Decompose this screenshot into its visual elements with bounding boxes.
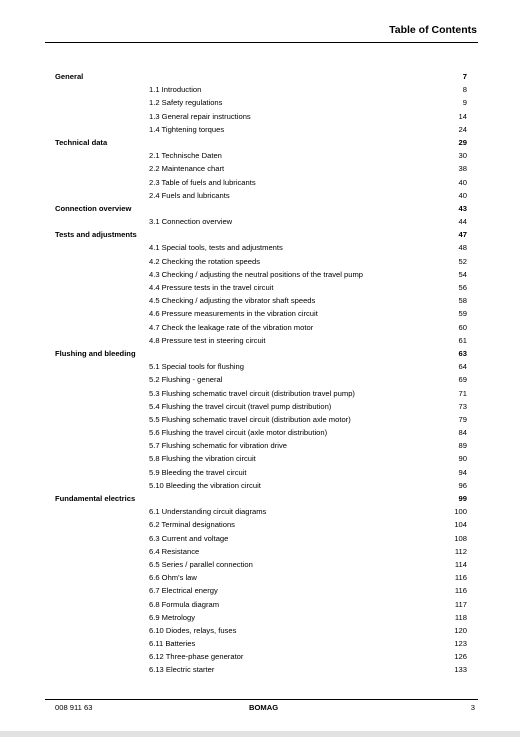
toc-entry-title: 4.4 Pressure tests in the travel circuit (149, 283, 274, 292)
toc-entry-title: 5.6 Flushing the travel circuit (axle motor distribution) (149, 428, 328, 438)
toc-entry-row (0, 479, 520, 492)
toc-entry-row (0, 611, 520, 624)
toc-entry-row (0, 452, 520, 465)
toc-entry-row (0, 571, 520, 584)
toc-page-number: 94 (458, 467, 467, 477)
toc-page-number: 99 (458, 494, 467, 503)
toc-entry-row (0, 334, 520, 347)
toc-page-number: 7 (462, 72, 467, 81)
toc-page-number: 48 (458, 243, 467, 253)
toc-page-number: 69 (458, 375, 467, 385)
toc-page-number: 61 (458, 335, 467, 345)
footer-doc-number: 008 911 63 (55, 703, 93, 712)
toc-entry-row (0, 466, 520, 479)
toc-entry-title: 6.6 Ohm's law (149, 573, 197, 583)
toc-section-title: Flushing and bleeding (55, 348, 136, 358)
toc-page-number: 14 (458, 111, 467, 121)
toc-entry-title: 5.7 Flushing schematic for vibration drive (149, 441, 288, 451)
toc-entry-title: 6.12 Three-phase generator (149, 652, 244, 662)
toc-entry-row (0, 294, 520, 307)
toc-page-number: 40 (458, 190, 467, 200)
toc-entry-title: 6.10 Diodes, relays, fuses (149, 625, 237, 635)
toc-entry-row (0, 360, 520, 373)
toc-section-row (0, 228, 520, 241)
toc-section-row (0, 136, 520, 149)
toc-section-title: Tests and adjustments (55, 230, 137, 240)
toc-entry-row (0, 400, 520, 413)
toc-entry-row (0, 110, 520, 123)
toc-page-number: 38 (458, 164, 467, 174)
footer-page-number: 3 (470, 703, 475, 712)
toc-page-number: 59 (458, 309, 467, 319)
toc-page-number: 133 (454, 665, 467, 675)
toc-entry-title: 4.6 Pressure measurements in the vibration circuit (149, 309, 318, 319)
toc-page-number: 60 (458, 322, 467, 332)
toc-entry-title: 6.3 Current and voltage (149, 533, 229, 543)
toc-page-number: 30 (458, 151, 467, 161)
toc-entry-title: 4.1 Special tools, tests and adjustments (149, 243, 283, 253)
toc-entry-row (0, 321, 520, 334)
toc-entry-title: 4.8 Pressure test in steering circuit (149, 335, 266, 345)
toc-page-number: 71 (458, 388, 467, 398)
toc-page-number: 123 (454, 639, 467, 649)
toc-entry-title: 5.1 Special tools for flushing (149, 362, 244, 372)
toc-entry-row (0, 123, 520, 136)
toc-page-number: 43 (458, 203, 467, 213)
toc-entry-row (0, 584, 520, 597)
toc-entry-row (0, 387, 520, 400)
toc-entry-title: 5.10 Bleeding the vibration circuit (149, 480, 261, 490)
toc-entry-title: 4.3 Checking / adjusting the neutral positions of the travel pump (149, 269, 364, 279)
toc-page-number: 108 (454, 533, 467, 543)
toc-page-number: 79 (458, 414, 467, 424)
footer-brand: BOMAG (249, 703, 279, 712)
toc-page-number: 126 (454, 652, 467, 662)
toc-page-number: 73 (458, 401, 467, 411)
toc-entry-row (0, 189, 520, 202)
toc-page-number: 24 (458, 124, 467, 134)
toc-section-row (0, 347, 520, 360)
toc-entry-title: 6.1 Understanding circuit diagrams (149, 507, 267, 517)
toc-entry-title: 1.1 Introduction (149, 85, 202, 95)
footer-divider (45, 699, 478, 700)
toc-entry-row (0, 215, 520, 228)
toc-entry-title: 5.4 Flushing the travel circuit (travel pump distribution) (149, 401, 332, 411)
toc-entry-row (0, 426, 520, 439)
toc-entry-title: 6.7 Electrical energy (149, 586, 218, 596)
toc-page-number: 64 (458, 362, 467, 372)
toc-entry-row (0, 637, 520, 650)
toc-entry-title: 2.4 Fuels and lubricants (149, 190, 230, 200)
toc-entry-row (0, 307, 520, 320)
toc-page-number: 9 (462, 98, 467, 108)
toc-entry-title: 6.4 Resistance (149, 546, 200, 556)
toc-entry-title: 6.9 Metrology (149, 612, 196, 622)
toc-entry-title: 5.2 Flushing - general (149, 375, 223, 385)
toc-page-number: 96 (458, 480, 467, 490)
toc-entry-row (0, 83, 520, 96)
toc-entry-title: 6.13 Electric starter (149, 665, 215, 675)
toc-page-number: 118 (454, 612, 467, 622)
toc-entry-title: 1.2 Safety regulations (149, 98, 223, 108)
toc-entry-title: 6.5 Series / parallel connection (149, 559, 253, 569)
toc-entry-title: 5.5 Flushing schematic travel circuit (distribution axle motor) (149, 414, 351, 424)
toc-entry-row (0, 373, 520, 386)
toc-entry-row (0, 518, 520, 531)
toc-entry-row (0, 162, 520, 175)
toc-entry-row (0, 598, 520, 611)
toc-page-number: 90 (458, 454, 467, 464)
toc-section-title: General (55, 72, 84, 81)
toc-entry-row (0, 413, 520, 426)
toc-page-number: 52 (458, 256, 467, 266)
toc-page-number: 44 (458, 217, 467, 227)
toc-page-number: 8 (462, 85, 467, 95)
toc-entry-title: 4.5 Checking / adjusting the vibrator shaft speeds (149, 296, 316, 306)
toc-page-number: 56 (458, 283, 467, 292)
toc-page-number: 63 (458, 348, 467, 358)
toc-entry-row (0, 650, 520, 663)
toc-entry-title: 5.9 Bleeding the travel circuit (149, 467, 247, 477)
toc-entry-title: 5.8 Flushing the vibration circuit (149, 454, 256, 464)
toc-entry-title: 5.3 Flushing schematic travel circuit (distribution travel pump) (149, 388, 355, 398)
toc-page-number: 29 (458, 137, 467, 147)
toc-entry-row (0, 281, 520, 294)
toc-entry-row (0, 624, 520, 637)
toc-entry-title: 1.4 Tightening torques (149, 124, 225, 134)
toc-section-title: Connection overview (55, 203, 132, 213)
toc-page-number: 120 (454, 625, 467, 635)
toc-section-row (0, 492, 520, 505)
header-divider (45, 42, 478, 43)
toc-page-number: 54 (458, 269, 467, 279)
toc-page-number: 58 (458, 296, 467, 306)
toc-page-number: 104 (454, 520, 467, 530)
toc-entry-row (0, 176, 520, 189)
toc-entry-row (0, 545, 520, 558)
toc-entry-row (0, 241, 520, 254)
toc-page-number: 112 (454, 546, 467, 556)
toc-entry-title: 6.11 Batteries (149, 639, 196, 649)
toc-page-number: 114 (454, 559, 467, 569)
toc-page-number: 47 (458, 230, 467, 240)
toc-entry-row (0, 96, 520, 109)
toc-section-title: Fundamental electrics (55, 494, 136, 503)
toc-section-title: Technical data (55, 137, 108, 147)
toc-page-number: 116 (454, 573, 467, 583)
toc-section-row (0, 70, 520, 83)
toc-entry-title: 2.3 Table of fuels and lubricants (149, 177, 256, 187)
toc-page-number: 89 (458, 441, 467, 451)
toc-page-number: 117 (454, 599, 467, 609)
bottom-band (0, 731, 520, 737)
toc-entry-title: 3.1 Connection overview (149, 217, 233, 227)
toc-page-number: 84 (458, 428, 467, 438)
toc-entry-title: 2.2 Maintenance chart (149, 164, 225, 174)
toc-entry-row (0, 558, 520, 571)
toc-page-number: 116 (454, 586, 467, 596)
toc-entry-title: 2.1 Technische Daten (149, 151, 222, 161)
toc-entry-title: 6.2 Terminal designations (149, 520, 235, 530)
toc-entry-row (0, 505, 520, 518)
toc-entry-row (0, 663, 520, 676)
toc-entry-row (0, 149, 520, 162)
toc-entry-title: 6.8 Formula diagram (149, 599, 220, 609)
toc-entry-row (0, 439, 520, 452)
toc-section-row (0, 202, 520, 215)
page-header-title: Table of Contents (389, 24, 477, 36)
toc-entry-row (0, 255, 520, 268)
toc-entry-title: 1.3 General repair instructions (149, 111, 251, 121)
toc-entry-title: 4.2 Checking the rotation speeds (149, 256, 261, 266)
toc-entry-row (0, 268, 520, 281)
toc-page-number: 100 (454, 507, 467, 517)
toc-page-number: 40 (458, 177, 467, 187)
toc-entry-title: 4.7 Check the leakage rate of the vibration motor (149, 322, 314, 332)
toc-entry-row (0, 532, 520, 545)
table-of-contents (0, 70, 520, 677)
